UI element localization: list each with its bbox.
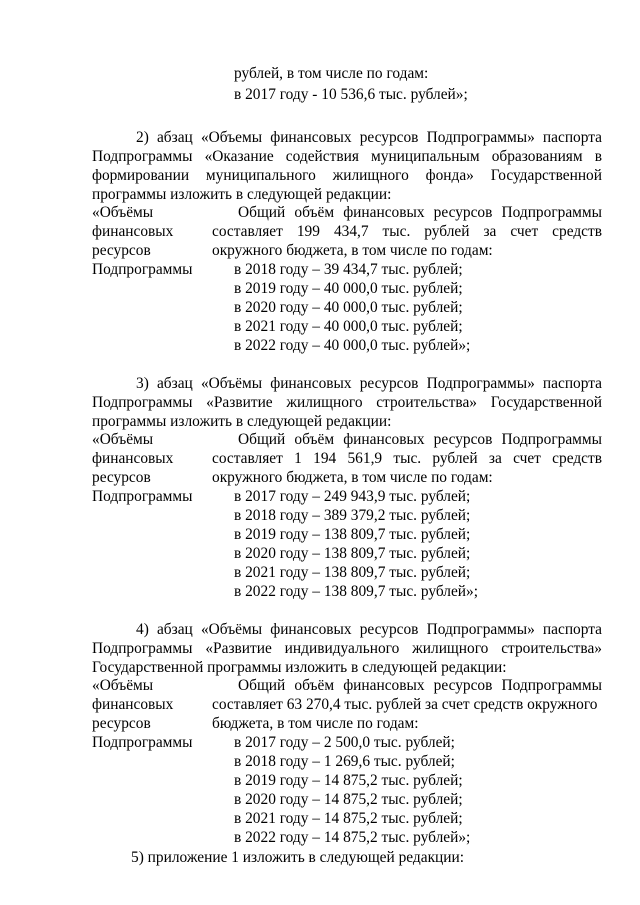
item3-year-2: в 2018 году – 389 379,2 тыс. рублей; — [234, 507, 471, 524]
item3-para-line-2: Подпрограммы «Развитие жилищного строительства» Государственной — [92, 394, 602, 411]
item3-year-5: в 2021 году – 138 809,7 тыс. рублей; — [234, 564, 471, 581]
item2-para-line-3: формировании муниципального жилищного фонда» Государственной — [92, 167, 602, 184]
item3-text-2: составляет 1 194 561,9 тыс. рублей за счет средств — [212, 450, 602, 467]
item4-text-3: бюджета, в том числе по годам: — [212, 715, 419, 732]
item2-label-3: ресурсов — [92, 242, 151, 259]
item3-text-1: Общий объём финансовых ресурсов Подпрограммы — [238, 431, 602, 448]
top-line-1: рублей, в том числе по годам: — [234, 65, 429, 82]
item2-year-1: в 2018 году – 39 434,7 тыс. рублей; — [234, 261, 463, 278]
item4-label-1: «Объёмы — [92, 677, 154, 694]
item3-year-4: в 2020 году – 138 809,7 тыс. рублей; — [234, 545, 471, 562]
item4-year-6: в 2022 году – 14 875,2 тыс. рублей»; — [234, 829, 471, 846]
item4-text-2: составляет 63 270,4 тыс. рублей за счет средств окружного — [212, 696, 598, 713]
item3-para-line-3: программы изложить в следующей редакции: — [92, 413, 392, 430]
item2-para-line-1: 2) абзац «Объемы финансовых ресурсов Подпрограммы» паспорта — [136, 129, 602, 146]
item2-label-4: Подпрограммы — [92, 261, 193, 278]
item4-para-line-1: 4) абзац «Объёмы финансовых ресурсов Подпрограммы» паспорта — [136, 621, 602, 638]
item2-para-line-2: Подпрограммы «Оказание содействия муниципальным образованиям в — [92, 148, 602, 165]
item4-year-3: в 2019 году – 14 875,2 тыс. рублей; — [234, 772, 463, 789]
item2-year-3: в 2020 году – 40 000,0 тыс. рублей; — [234, 299, 463, 316]
item3-year-1: в 2017 году – 249 943,9 тыс. рублей; — [234, 488, 471, 505]
item3-year-6: в 2022 году – 138 809,7 тыс. рублей»; — [234, 583, 478, 600]
item2-label-1: «Объёмы — [92, 204, 154, 221]
item4-label-4: Подпрограммы — [92, 734, 193, 751]
item4-year-5: в 2021 году – 14 875,2 тыс. рублей; — [234, 810, 463, 827]
item2-text-1: Общий объём финансовых ресурсов Подпрограммы — [238, 204, 602, 221]
top-line-2: в 2017 году - 10 536,6 тыс. рублей»; — [234, 86, 468, 103]
item4-label-3: ресурсов — [92, 715, 151, 732]
item4-year-1: в 2017 году – 2 500,0 тыс. рублей; — [234, 734, 455, 751]
item3-label-1: «Объёмы — [92, 431, 154, 448]
item3-year-3: в 2019 году – 138 809,7 тыс. рублей; — [234, 526, 471, 543]
item5-line: 5) приложение 1 изложить в следующей редакции: — [131, 849, 465, 866]
item2-year-5: в 2022 году – 40 000,0 тыс. рублей»; — [234, 337, 471, 354]
item2-label-2: финансовых — [92, 223, 174, 240]
item4-year-4: в 2020 году – 14 875,2 тыс. рублей; — [234, 791, 463, 808]
item2-year-4: в 2021 году – 40 000,0 тыс. рублей; — [234, 318, 463, 335]
item3-text-3: окружного бюджета, в том числе по годам: — [212, 469, 493, 486]
item4-text-1: Общий объём финансовых ресурсов Подпрограммы — [238, 677, 602, 694]
item2-para-line-4: программы изложить в следующей редакции: — [92, 186, 392, 203]
item4-para-line-3: Государственной программы изложить в следующей редакции: — [92, 659, 507, 676]
item4-year-2: в 2018 году – 1 269,6 тыс. рублей; — [234, 753, 455, 770]
item3-label-4: Подпрограммы — [92, 488, 193, 505]
item3-para-line-1: 3) абзац «Объёмы финансовых ресурсов Подпрограммы» паспорта — [136, 375, 602, 392]
item3-label-3: ресурсов — [92, 469, 151, 486]
item3-label-2: финансовых — [92, 450, 174, 467]
item2-text-2: составляет 199 434,7 тыс. рублей за счет средств — [212, 223, 602, 240]
item4-para-line-2: Подпрограммы «Развитие индивидуального жилищного строительства» — [92, 640, 602, 657]
item2-text-3: окружного бюджета, в том числе по годам: — [212, 242, 493, 259]
item4-label-2: финансовых — [92, 696, 174, 713]
item2-year-2: в 2019 году – 40 000,0 тыс. рублей; — [234, 280, 463, 297]
